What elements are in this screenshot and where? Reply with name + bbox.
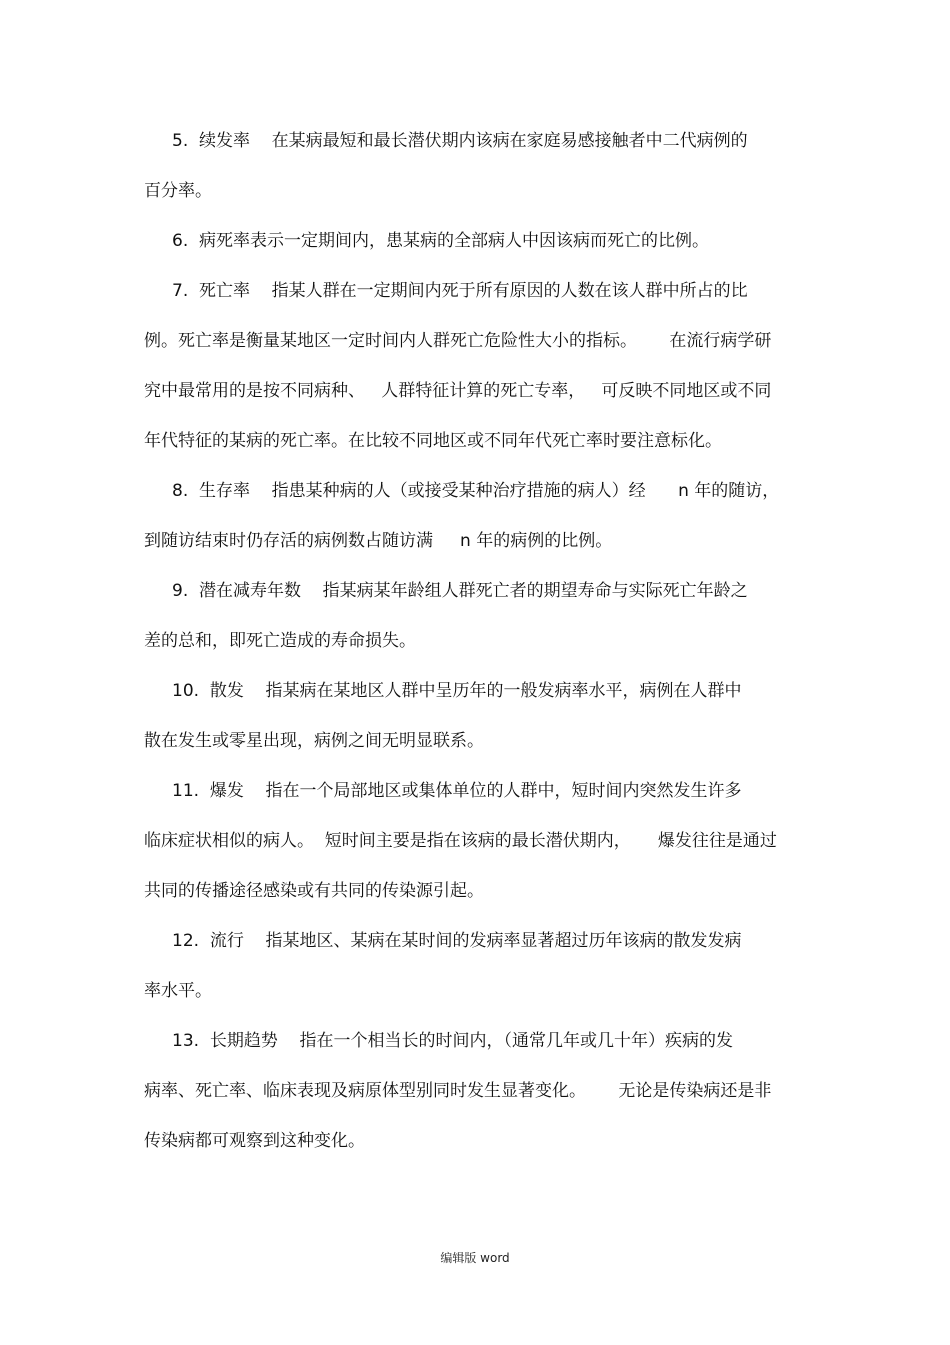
page-footer: 编辑版 word	[440, 1251, 510, 1265]
line-11-continuation-1: 临床症状相似的病人。 短时间主要是指在该病的最长潜伏期内， 爆发往往是通过	[144, 831, 777, 851]
line-6-case-fatality-rate: 6. 病死率表示一定期间内，患某病的全部病人中因该病而死亡的比例。	[172, 231, 710, 251]
line-8-survival-rate: 8. 生存率 指患某种病的人（或接受某种治疗措施的病人）经 n 年的随访，	[172, 481, 780, 501]
line-10-sporadic: 10. 散发 指某病在某地区人群中呈历年的一般发病率水平，病例在人群中	[172, 681, 742, 701]
line-13-continuation-1: 病率、死亡率、临床表现及病原体型别同时发生显著变化。 无论是传染病还是非	[144, 1081, 772, 1101]
line-7-continuation-3: 年代特征的某病的死亡率。在比较不同地区或不同年代死亡率时要注意标化。	[144, 431, 722, 451]
line-8-continuation: 到随访结束时仍存活的病例数占随访满 n 年的病例的比例。	[144, 531, 613, 551]
line-12-continuation: 率水平。	[144, 981, 212, 1001]
line-12-epidemic: 12. 流行 指某地区、某病在某时间的发病率显著超过历年该病的散发发病	[172, 931, 742, 951]
line-5-continuation: 百分率。	[144, 181, 212, 201]
line-13-continuation-2: 传染病都可观察到这种变化。	[144, 1131, 365, 1151]
line-13-secular-trend: 13. 长期趋势 指在一个相当长的时间内，（通常几年或几十年）疾病的发	[172, 1031, 733, 1051]
line-10-continuation: 散在发生或零星出现，病例之间无明显联系。	[144, 731, 484, 751]
line-5-term-secondary-attack-rate: 5. 续发率 在某病最短和最长潜伏期内该病在家庭易感接触者中二代病例的	[172, 131, 748, 151]
line-9-continuation: 差的总和，即死亡造成的寿命损失。	[144, 631, 416, 651]
line-11-continuation-2: 共同的传播途径感染或有共同的传染源引起。	[144, 881, 484, 901]
line-9-potential-years-of-life-lost: 9. 潜在减寿年数 指某病某年龄组人群死亡者的期望寿命与实际死亡年龄之	[172, 581, 748, 601]
line-11-outbreak: 11. 爆发 指在一个局部地区或集体单位的人群中，短时间内突然发生许多	[172, 781, 742, 801]
line-7-continuation-1: 例。死亡率是衡量某地区一定时间内人群死亡危险性大小的指标。 在流行病学研	[144, 331, 772, 351]
line-7-mortality-rate: 7. 死亡率 指某人群在一定期间内死于所有原因的人数在该人群中所占的比	[172, 281, 748, 301]
line-7-continuation-2: 究中最常用的是按不同病种、 人群特征计算的死亡专率， 可反映不同地区或不同	[144, 381, 772, 401]
